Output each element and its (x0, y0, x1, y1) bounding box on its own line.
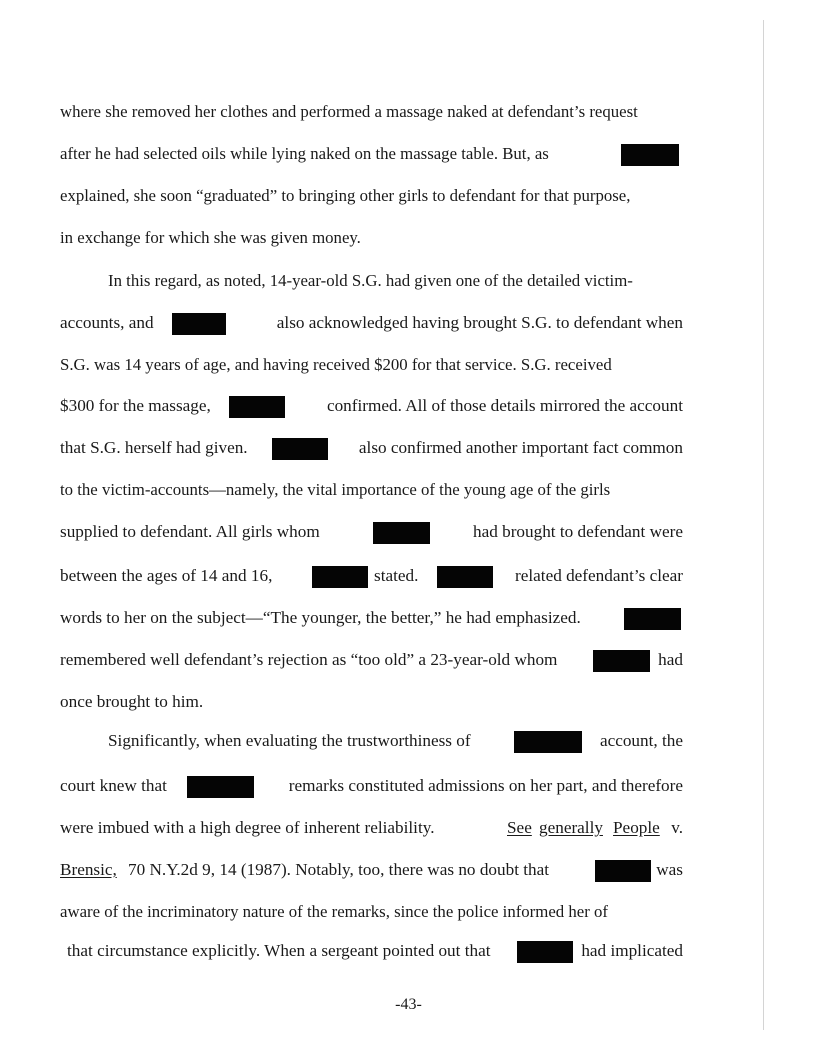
text-line-11 (0, 517, 817, 547)
redaction-box (624, 608, 681, 630)
text-line-17 (0, 771, 817, 801)
text: words to her on the subject—“The younger, the better,” he had emphasized. (60, 608, 581, 627)
redaction-box (229, 396, 285, 418)
text: remarks constituted admissions on her part, and therefore (288, 776, 683, 795)
redaction-box (595, 860, 651, 882)
text: that S.G. herself had given. (60, 438, 248, 457)
text: also confirmed another important fact common (358, 438, 683, 457)
text: where she removed her clothes and performed a massage naked at defendant’s request (60, 102, 638, 121)
text: explained, she soon “graduated” to bringing other girls to defendant for that purpose, (60, 186, 631, 205)
citation-signal: See (507, 818, 532, 837)
text: had brought to defendant were (473, 522, 683, 541)
redaction-box (621, 144, 679, 166)
text-line-18 (0, 813, 817, 843)
text: in exchange for which she was given money. (60, 228, 361, 247)
text: v. (671, 818, 683, 837)
case-name: Brensic, (60, 860, 117, 879)
text: between the ages of 14 and 16, (60, 566, 273, 585)
text: aware of the incriminatory nature of the remarks, since the police informed her of (60, 902, 608, 921)
text-line-5 (0, 266, 817, 296)
page-number: -43- (395, 996, 422, 1013)
text: was (656, 860, 683, 879)
text-line-3 (0, 181, 817, 211)
text-line-10 (0, 475, 817, 505)
text: In this regard, as noted, 14-year-old S.G. had given one of the detailed victim- (108, 271, 633, 290)
text-line-9 (0, 433, 817, 463)
text: Significantly, when evaluating the trustworthiness of (108, 731, 471, 750)
redaction-box (593, 650, 650, 672)
text: once brought to him. (60, 692, 204, 711)
text-line-19 (0, 855, 817, 885)
text-line-14 (0, 645, 817, 675)
case-name: People (613, 818, 660, 837)
text-line-4 (0, 223, 817, 253)
text: court knew that (60, 776, 167, 795)
redaction-box (272, 438, 328, 460)
text-line-15 (0, 687, 817, 717)
text: accounts, and (60, 313, 154, 332)
text-line-21 (0, 936, 817, 966)
text-line-20 (0, 897, 817, 927)
redaction-box (187, 776, 254, 798)
text-line-6 (0, 308, 817, 338)
text: S.G. was 14 years of age, and having received $200 for that service. S.G. received (60, 355, 612, 374)
redaction-box (373, 522, 430, 544)
text-line-8 (0, 391, 817, 421)
redaction-box (514, 731, 582, 753)
redaction-box (437, 566, 493, 588)
text: related defendant’s clear (515, 566, 683, 585)
text: confirmed. All of those details mirrored the account (326, 396, 683, 415)
text: also acknowledged having brought S.G. to defendant when (276, 313, 683, 332)
text: remembered well defendant’s rejection as “too old” a 23-year-old whom (60, 650, 558, 669)
text: after he had selected oils while lying naked on the massage table. But, as (60, 144, 549, 163)
text: had (658, 650, 683, 669)
text: were imbued with a high degree of inherent reliability. (60, 818, 435, 837)
redaction-box (312, 566, 368, 588)
text-line-7 (0, 350, 817, 380)
redaction-box (172, 313, 226, 335)
text-line-16 (0, 726, 817, 756)
text-line-2 (0, 139, 817, 169)
text: had implicated (581, 941, 683, 960)
redaction-box (517, 941, 573, 963)
text: to the victim-accounts—namely, the vital importance of the young age of the girls (60, 480, 611, 499)
text: 70 N.Y.2d 9, 14 (1987). Notably, too, there was no doubt that (128, 860, 550, 879)
text: that circumstance explicitly. When a sergeant pointed out that (67, 941, 491, 960)
text-line-12 (0, 561, 817, 591)
text: stated. (374, 566, 419, 585)
text: supplied to defendant. All girls whom (60, 522, 320, 541)
citation-signal: generally (539, 818, 603, 837)
text-line-1 (0, 97, 817, 127)
text: $300 for the massage, (60, 396, 211, 415)
text: account, the (599, 731, 683, 750)
text-line-13 (0, 603, 817, 633)
